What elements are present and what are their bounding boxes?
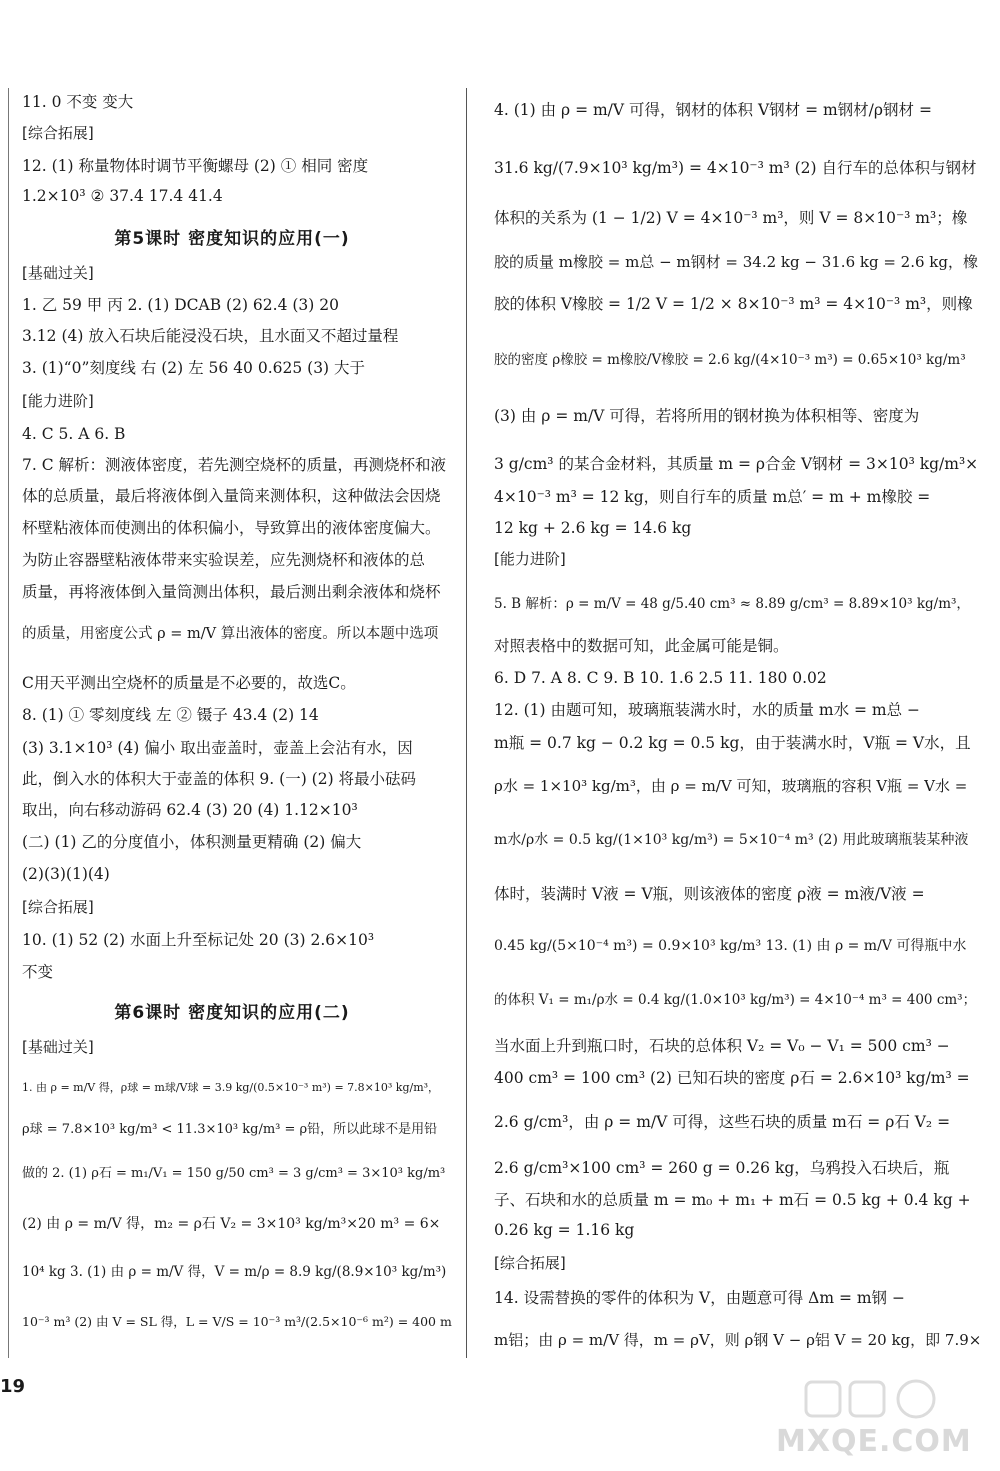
- answer-line: 7. C 解析：测液体密度，若先测空烧杯的质量，再测烧杯和液: [22, 456, 447, 474]
- answer-line: 1. 由 ρ = m/V 得，ρ球 = m球/V球 = 3.9 kg/(0.5×10⁻³ m³) = 7.8×10³ kg/m³，: [22, 1081, 440, 1094]
- answer-line: 的体积 V₁ = m₁/ρ水 = 0.4 kg/(1.0×10³ kg/m³) = 4×10⁻⁴ m³ = 400 cm³；: [494, 992, 977, 1008]
- answer-line: 对照表格中的数据可知，此金属可能是铜。: [494, 637, 789, 655]
- answer-line: 8. (1) ① 零刻度线 左 ② 镊子 43.4 (2) 14: [22, 706, 319, 724]
- section-heading: [基础过关]: [22, 1038, 94, 1056]
- answer-line: 5. B 解析：ρ = m/V = 48 g/5.40 cm³ ≈ 8.89 g/cm³ = 8.89×10³ kg/m³，: [494, 596, 970, 612]
- answer-line: m瓶 = 0.7 kg − 0.2 kg = 0.5 kg，由于装满水时，V瓶 = V水，且: [494, 734, 971, 752]
- answer-line: 11. 0 不变 变大: [22, 93, 134, 111]
- answer-line: 3. (1)“0”刻度线 右 (2) 左 56 40 0.625 (3) 大于: [22, 359, 366, 377]
- answer-line: 31.6 kg/(7.9×10³ kg/m³) = 4×10⁻³ m³ (2) 自行车的总体积与钢材: [494, 159, 977, 177]
- answer-line: 3.12 (4) 放入石块后能浸没石块，且水面又不超过量程: [22, 327, 399, 345]
- answer-line: m铝；由 ρ = m/V 得，m = ρV，则 ρ钢 V − ρ铝 V = 20 kg，即 7.9×: [494, 1331, 982, 1349]
- lesson-title: 第5课时 密度知识的应用(一): [114, 229, 350, 249]
- lesson-title: 第6课时 密度知识的应用(二): [114, 1003, 350, 1023]
- answer-line: (2)(3)(1)(4): [22, 865, 110, 883]
- section-heading: [综合拓展]: [22, 124, 94, 142]
- answer-line: ρ水 = 1×10³ kg/m³，由 ρ = m/V 可知，玻璃瓶的容积 V瓶 = V水 =: [494, 777, 968, 795]
- answer-line: (3) 由 ρ = m/V 可得，若将所用的钢材换为体积相等、密度为: [494, 407, 920, 425]
- answer-line: 4. (1) 由 ρ = m/V 可得，钢材的体积 V钢材 = m钢材/ρ钢材 =: [494, 101, 932, 119]
- column-divider: [466, 88, 467, 1358]
- answer-line: C用天平测出空烧杯的质量是不必要的，故选C。: [22, 674, 356, 692]
- answer-line: 10. (1) 52 (2) 水面上升至标记处 20 (3) 2.6×10³: [22, 931, 375, 949]
- section-heading: [综合拓展]: [494, 1254, 566, 1272]
- answer-line: 12. (1) 称量物体时调节平衡螺母 (2) ① 相同 密度: [22, 157, 369, 175]
- answer-line: 的质量，用密度公式 ρ = m/V 算出液体的密度。所以本题中选项: [22, 626, 439, 642]
- answer-line: (3) 3.1×10³ (4) 偏小 取出壶盖时，壶盖上会沾有水，因: [22, 739, 413, 757]
- section-heading: [能力进阶]: [22, 392, 94, 410]
- answer-line: 体时，装满时 V液 = V瓶，则该液体的密度 ρ液 = m液/V液 =: [494, 885, 925, 903]
- answer-line: 取出，向右移动游码 62.4 (3) 20 (4) 1.12×10³: [22, 801, 358, 819]
- answer-line: 做的 2. (1) ρ石 = m₁/V₁ = 150 g/50 cm³ = 3 g/cm³ = 3×10³ kg/m³: [22, 1166, 446, 1181]
- answer-line: 1.2×10³ ② 37.4 17.4 41.4: [22, 187, 223, 205]
- answer-line: 4. C 5. A 6. B: [22, 425, 126, 443]
- left-margin-rule: [8, 88, 9, 1358]
- answer-line: 胶的质量 m橡胶 = m总 − m钢材 = 34.2 kg − 31.6 kg = 2.6 kg，橡: [494, 253, 978, 271]
- answer-line: 10⁻³ m³ (2) 由 V = SL 得，L = V/S = 10⁻³ m³/(2.5×10⁻⁶ m²) = 400 m: [22, 1314, 452, 1329]
- answer-line: 6. D 7. A 8. C 9. B 10. 1.6 2.5 11. 180 0.02: [494, 669, 827, 687]
- watermark-icon: [776, 1376, 976, 1426]
- answer-line: 杯壁粘液体而使测出的体积偏小，导致算出的液体密度偏大。: [22, 519, 441, 537]
- answer-line: 子、石块和水的总质量 m = m₀ + m₁ + m石 = 0.5 kg + 0.4 kg +: [494, 1191, 971, 1209]
- answer-line: 不变: [22, 963, 54, 981]
- answer-line: m水/ρ水 = 0.5 kg/(1×10³ kg/m³) = 5×10⁻⁴ m³ (2) 用此玻璃瓶装某种液: [494, 832, 969, 848]
- answer-line: 14. 设需替换的零件的体积为 V，由题意可得 Δm = m钢 −: [494, 1289, 905, 1307]
- answer-line: 4×10⁻³ m³ = 12 kg，则自行车的质量 m总′ = m + m橡胶 =: [494, 488, 931, 506]
- answer-line: 0.26 kg = 1.16 kg: [494, 1221, 635, 1239]
- answer-line: 此，倒入水的体积大于壶盖的体积 9. (一) (2) 将最小砝码: [22, 770, 417, 788]
- answer-line: 0.45 kg/(5×10⁻⁴ m³) = 0.9×10³ kg/m³ 13. (1) 由 ρ = m/V 可得瓶中水: [494, 938, 967, 954]
- answer-line: 质量，再将液体倒入量筒测出体积，最后测出剩余液体和烧杯: [22, 583, 441, 601]
- page-number: 19: [0, 1376, 26, 1397]
- answer-line: ρ球 = 7.8×10³ kg/m³ < 11.3×10³ kg/m³ = ρ铅，所以此球不是用铅: [22, 1122, 438, 1137]
- answer-line: 400 cm³ = 100 cm³ (2) 已知石块的密度 ρ石 = 2.6×10³ kg/m³ =: [494, 1069, 970, 1087]
- answer-line: (2) 由 ρ = m/V 得，m₂ = ρ石 V₂ = 3×10³ kg/m³×20 m³ = 6×: [22, 1216, 441, 1232]
- answer-line: 12. (1) 由题可知，玻璃瓶装满水时，水的质量 m水 = m总 −: [494, 701, 921, 719]
- answer-line: 10⁴ kg 3. (1) 由 ρ = m/V 得，V = m/ρ = 8.9 kg/(8.9×10³ kg/m³): [22, 1264, 447, 1280]
- answer-line: 为防止容器壁粘液体带来实验误差，应先测烧杯和液体的总: [22, 551, 426, 569]
- answer-line: 3 g/cm³ 的某合金材料，其质量 m = ρ合金 V钢材 = 3×10³ kg/m³×: [494, 455, 979, 473]
- section-heading: [基础过关]: [22, 264, 94, 282]
- section-heading: [综合拓展]: [22, 898, 94, 916]
- watermark-logo: [776, 1376, 976, 1459]
- answer-line: 2.6 g/cm³，由 ρ = m/V 可得，这些石块的质量 m石 = ρ石 V₂ =: [494, 1113, 951, 1131]
- answer-line: 胶的密度 ρ橡胶 = m橡胶/V橡胶 = 2.6 kg/(4×10⁻³ m³) = 0.65×10³ kg/m³: [494, 352, 966, 368]
- answer-line: 12 kg + 2.6 kg = 14.6 kg: [494, 519, 692, 537]
- section-heading: [能力进阶]: [494, 550, 566, 568]
- answer-line: (二) (1) 乙的分度值小，体积测量更精确 (2) 偏大: [22, 833, 362, 851]
- answer-line: 体积的关系为 (1 − 1/2) V = 4×10⁻³ m³，则 V = 8×10⁻³ m³；橡: [494, 209, 968, 227]
- watermark-text: MXQE.COM: [776, 1424, 972, 1459]
- answer-line: 1. 乙 59 甲 丙 2. (1) DCAB (2) 62.4 (3) 20: [22, 296, 339, 314]
- answer-line: 胶的体积 V橡胶 = 1/2 V = 1/2 × 8×10⁻³ m³ = 4×10⁻³ m³，则橡: [494, 295, 973, 313]
- answer-line: 2.6 g/cm³×100 cm³ = 260 g = 0.26 kg，乌鸦投入石块后，瓶: [494, 1159, 950, 1177]
- answer-line: 当水面上升到瓶口时，石块的总体积 V₂ = V₀ − V₁ = 500 cm³ −: [494, 1037, 950, 1055]
- answer-line: 体的总质量，最后将液体倒入量筒来测体积，这种做法会因烧: [22, 487, 441, 505]
